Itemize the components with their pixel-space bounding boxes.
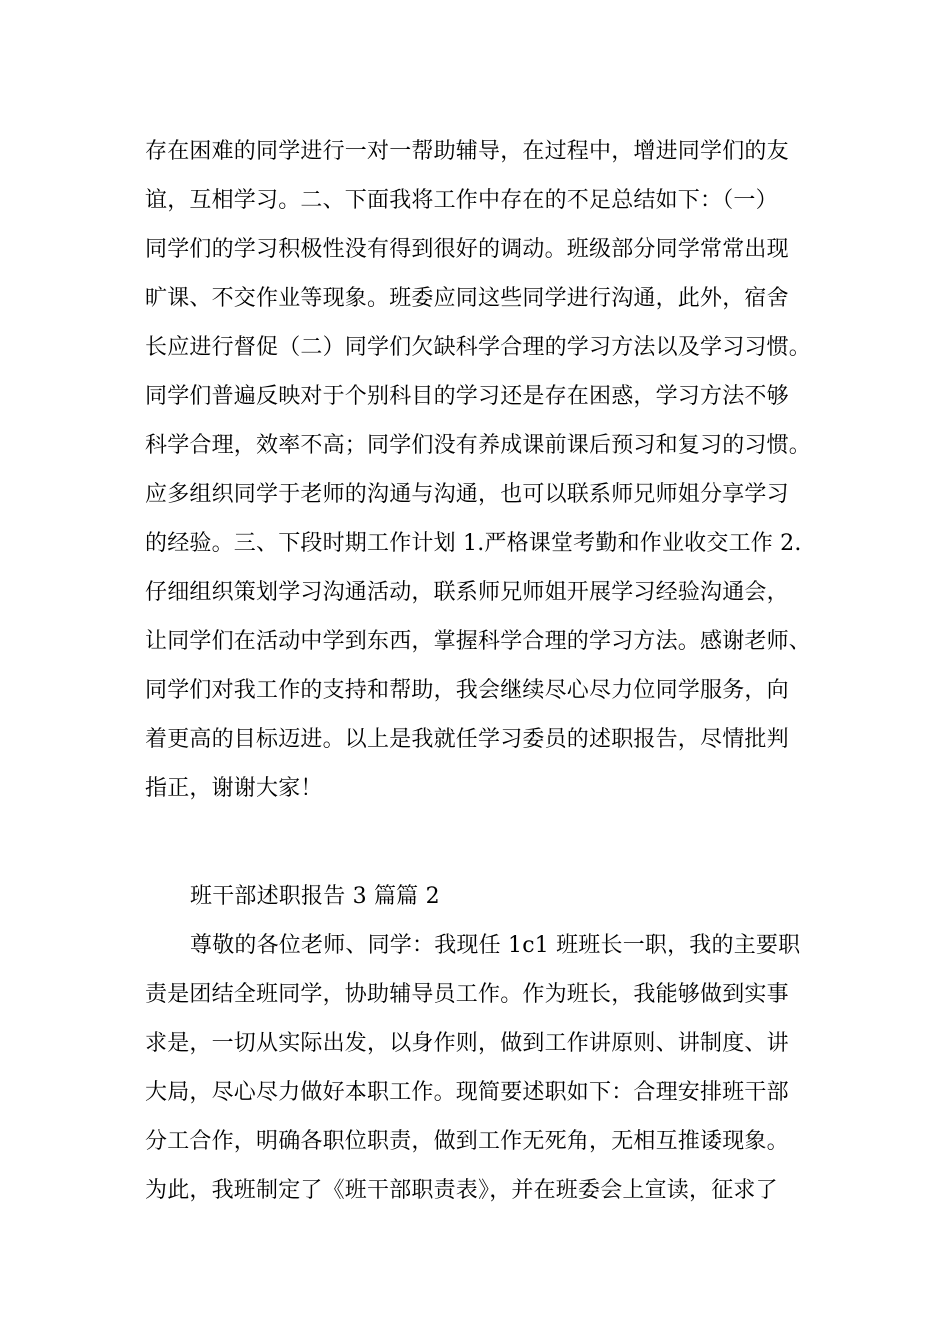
paragraph-line: 大局，尽心尽力做好本职工作。现简要述职如下：合理安排班干部 — [145, 1080, 789, 1105]
paragraph-line: 旷课、不交作业等现象。班委应同这些同学进行沟通，此外，宿舍 — [145, 286, 789, 311]
paragraph-line: 应多组织同学于老师的沟通与沟通，也可以联系师兄师姐分享学习 — [145, 482, 789, 507]
paragraph-line: 求是，一切从实际出发，以身作则，做到工作讲原则、讲制度、讲 — [145, 1031, 789, 1056]
paragraph-line: 存在困难的同学进行一对一帮助辅导，在过程中，增进同学们的友 — [145, 139, 789, 164]
paragraph-line: 尊敬的各位老师、同学：我现任 1c1 班班长一职，我的主要职 — [190, 933, 801, 958]
paragraph-line: 为此，我班制定了《班干部职责表》，并在班委会上宣读，征求了 — [145, 1178, 778, 1203]
paragraph-line: 的经验。三、下段时期工作计划 1.严格课堂考勤和作业收交工作 2. — [145, 531, 802, 556]
paragraph-line: 指正，谢谢大家！ — [145, 776, 323, 801]
paragraph-line: 分工合作，明确各职位职责，做到工作无死角，无相互推诿现象。 — [145, 1129, 789, 1154]
paragraph-line: 长应进行督促（二）同学们欠缺科学合理的学习方法以及学习习惯。 — [145, 335, 812, 360]
paragraph-line: 谊，互相学习。二、下面我将工作中存在的不足总结如下：（一） — [145, 188, 778, 213]
paragraph-line: 同学们对我工作的支持和帮助，我会继续尽心尽力位同学服务，向 — [145, 678, 789, 703]
paragraph-line: 让同学们在活动中学到东西，掌握科学合理的学习方法。感谢老师、 — [145, 629, 812, 654]
paragraph-line: 着更高的目标迈进。以上是我就任学习委员的述职报告，尽情批判 — [145, 727, 789, 752]
paragraph-line: 责是团结全班同学，协助辅导员工作。作为班长，我能够做到实事 — [145, 982, 789, 1007]
paragraph-line: 同学们的学习积极性没有得到很好的调动。班级部分同学常常出现 — [145, 237, 789, 262]
paragraph-line: 科学合理，效率不高；同学们没有养成课前课后预习和复习的习惯。 — [145, 433, 812, 458]
paragraph-line: 仔细组织策划学习沟通活动，联系师兄师姐开展学习经验沟通会， — [145, 580, 789, 605]
section-title: 班干部述职报告 3 篇篇 2 — [190, 884, 440, 909]
paragraph-line: 同学们普遍反映对于个别科目的学习还是存在困惑，学习方法不够 — [145, 384, 789, 409]
